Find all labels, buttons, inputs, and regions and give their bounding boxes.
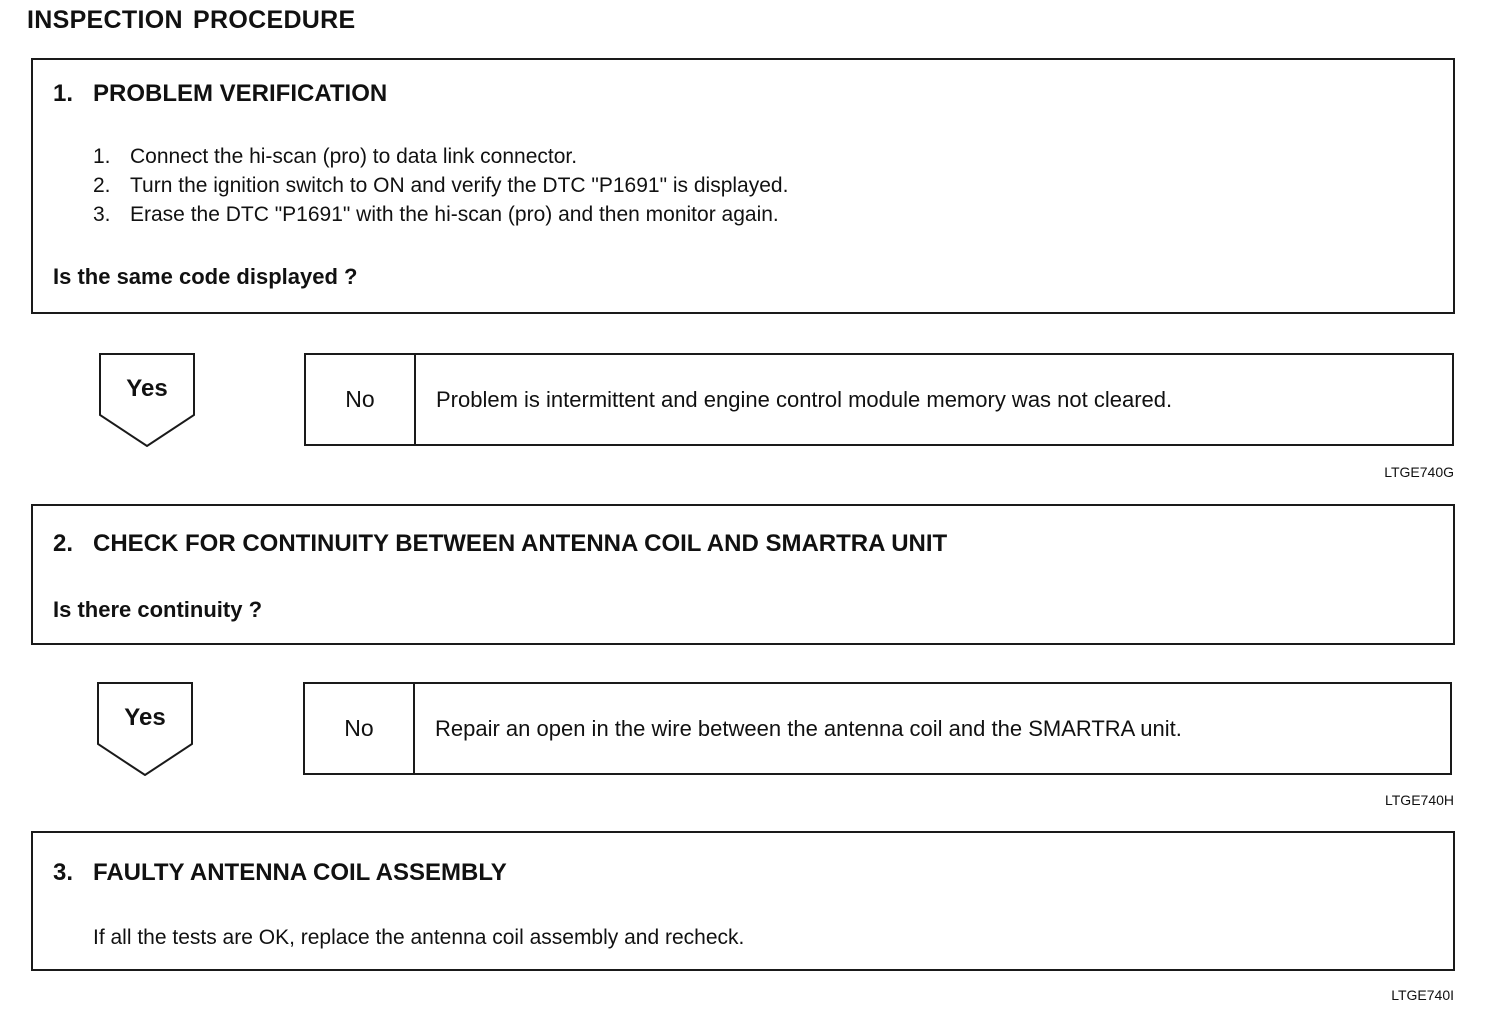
step-1-heading: PROBLEM VERIFICATION	[93, 80, 388, 107]
step-2-question: Is there continuity ?	[53, 597, 263, 622]
step-3-number: 3.	[53, 859, 74, 886]
step-2-number: 2.	[53, 530, 74, 557]
step-2-no-box	[303, 682, 1452, 775]
figure-code: LTGE740H	[1385, 792, 1454, 808]
step-2-yes-arrow	[97, 682, 193, 776]
no-label: No	[306, 355, 416, 444]
figure-code: LTGE740G	[1384, 464, 1454, 480]
no-result-text: Problem is intermittent and engine control module memory was not cleared.	[436, 386, 1173, 412]
page-title: INSPECTION PROCEDURE	[27, 6, 356, 34]
figure-code: LTGE740I	[1391, 987, 1454, 1003]
step-2-title	[53, 530, 947, 558]
step-1-question: Is the same code displayed ?	[53, 264, 358, 289]
step-3-remedy: If all the tests are OK, replace the antenna coil assembly and recheck.	[93, 926, 745, 949]
step-1-title	[53, 80, 387, 108]
step-1-number: 1.	[53, 80, 74, 107]
yes-label: Yes	[124, 704, 166, 731]
step-1-box	[31, 58, 1455, 314]
no-label: No	[305, 684, 415, 773]
step-3-title	[53, 859, 507, 887]
step-2-heading: CHECK FOR CONTINUITY BETWEEN ANTENNA COIL AND SMARTRA UNIT	[93, 530, 948, 557]
step-1-no-box	[304, 353, 1454, 446]
no-result-text: Repair an open in the wire between the antenna coil and the SMARTRA unit.	[435, 715, 1182, 741]
list-item: 1. Connect the hi-scan (pro) to data link connector.	[93, 145, 578, 168]
yes-label: Yes	[126, 375, 168, 402]
step-1-yes-arrow	[99, 353, 195, 447]
step-3-heading: FAULTY ANTENNA COIL ASSEMBLY	[93, 859, 507, 886]
step-2-box	[31, 504, 1455, 645]
step-1-instruction-list	[93, 142, 788, 229]
list-item: 2. Turn the ignition switch to ON and verify the DTC "P1691" is displayed.	[93, 174, 789, 197]
list-item: 3. Erase the DTC "P1691" with the hi-scan (pro) and then monitor again.	[93, 203, 779, 226]
step-3-box	[31, 831, 1455, 971]
